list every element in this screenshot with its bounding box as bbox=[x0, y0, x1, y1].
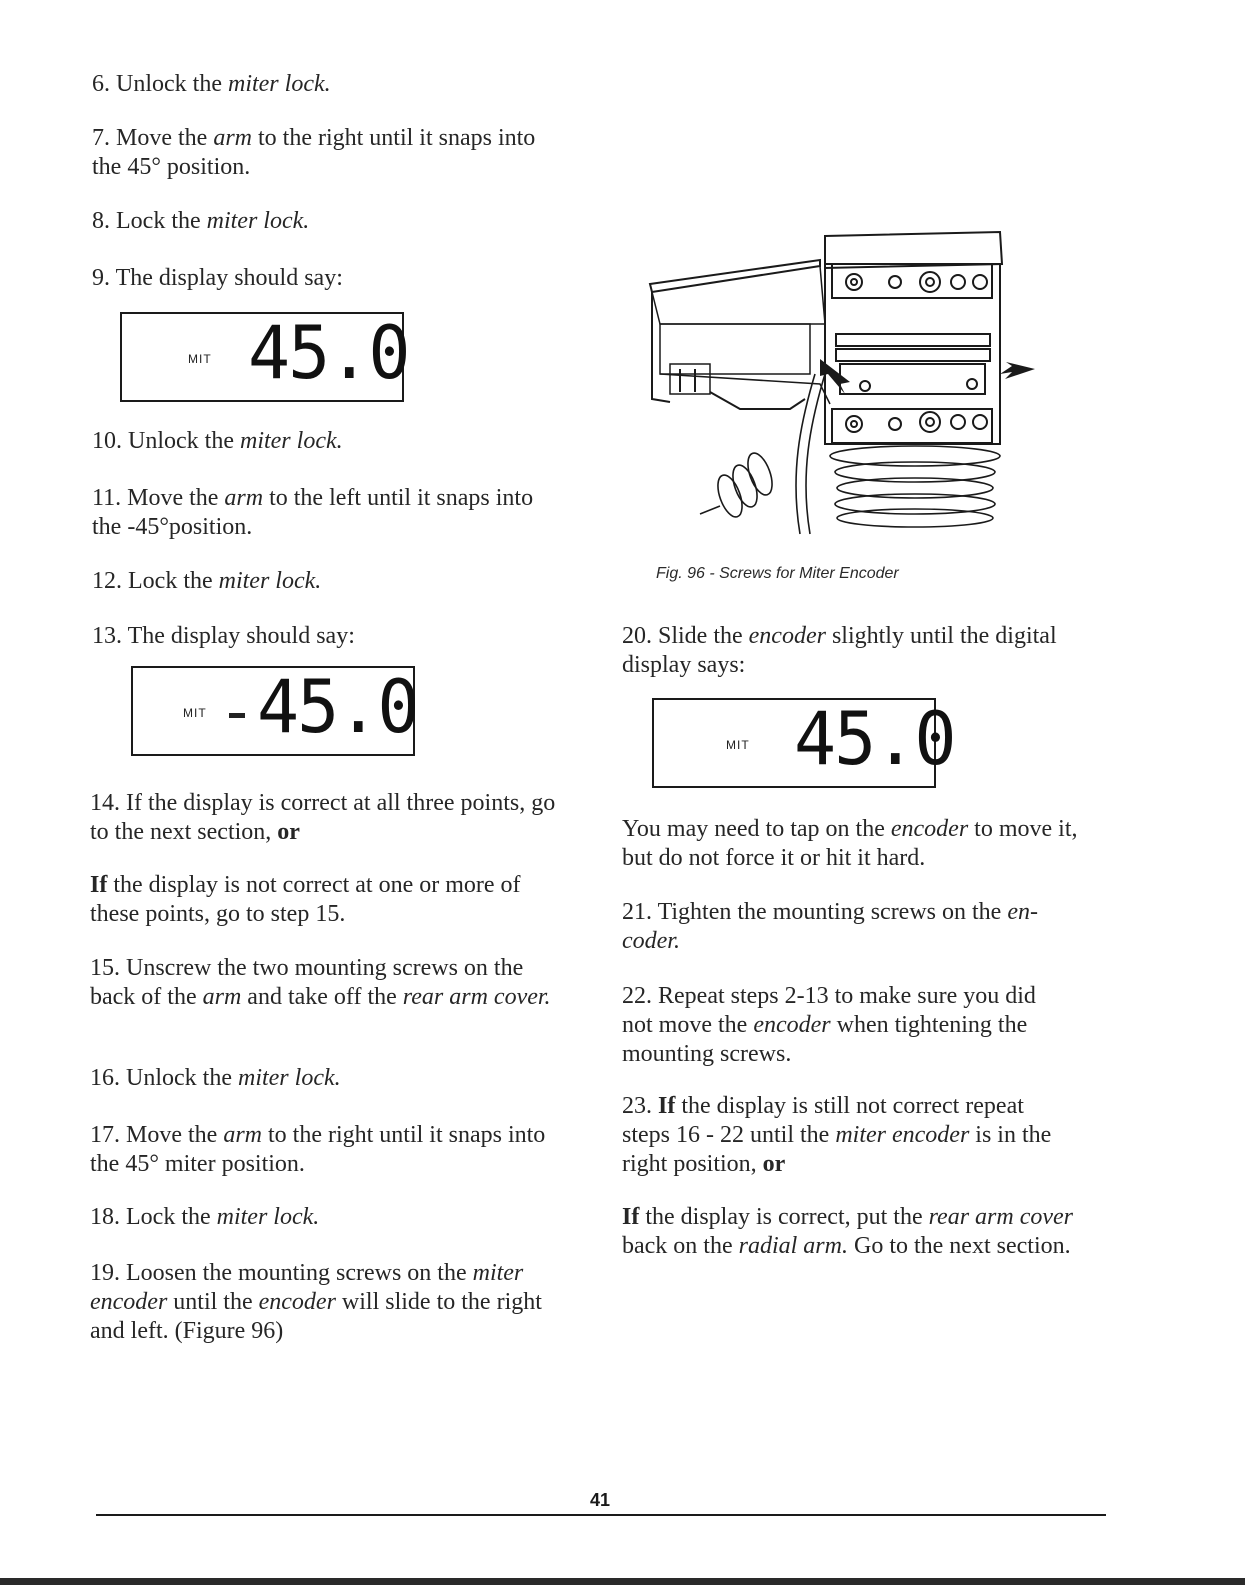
step-6: 6. Unlock the miter lock. bbox=[92, 71, 331, 97]
lcd-readout: 45.0 bbox=[794, 695, 955, 783]
lcd-display-1 bbox=[120, 309, 409, 402]
step-14-alt: If the display is not correct at one or more of these points, go to step 15. bbox=[90, 872, 521, 927]
step-23: 23. If the display is still not correct repeat steps 16 - 22 until the miter encoder is in the right position, or bbox=[622, 1093, 1052, 1177]
bellows bbox=[830, 446, 1000, 527]
step-19: 19. Loosen the mounting screws on the miter encoder until the encoder will slide to the right and left. (Figure 96) bbox=[90, 1260, 542, 1344]
step-23-alt: If the display is correct, put the rear arm cover back on the radial arm. Go to the next section. bbox=[622, 1204, 1074, 1259]
step-17: 17. Move the arm to the right until it snaps into the 45° miter position. bbox=[90, 1122, 546, 1177]
step-16: 16. Unlock the miter lock. bbox=[90, 1065, 341, 1091]
lcd-mit-label: MIT bbox=[726, 738, 750, 752]
step-13: 13. The display should say: bbox=[92, 623, 355, 649]
step-18: 18. Lock the miter lock. bbox=[90, 1204, 320, 1230]
step-21: 21. Tighten the mounting screws on the en-coder. bbox=[622, 899, 1038, 954]
step-11: 11. Move the arm to the left until it snaps into the -45°position. bbox=[92, 485, 534, 540]
miter-encoder-figure bbox=[640, 224, 1050, 554]
step-14: 14. If the display is correct at all three points, go to the next section, or bbox=[90, 790, 556, 845]
step-8: 8. Lock the miter lock. bbox=[92, 208, 310, 234]
step-12: 12. Lock the miter lock. bbox=[92, 568, 322, 594]
page-number: 41 bbox=[590, 1490, 611, 1510]
step-10: 10. Unlock the miter lock. bbox=[92, 428, 343, 454]
top-cap bbox=[825, 232, 1002, 268]
figure-caption: Fig. 96 - Screws for Miter Encoder bbox=[656, 565, 899, 582]
scan-bottom-edge bbox=[0, 1578, 1245, 1585]
arrow-icon bbox=[1000, 362, 1035, 379]
step-9: 9. The display should say: bbox=[92, 265, 343, 291]
lcd-mit-label: MIT bbox=[188, 352, 212, 366]
footer-rule bbox=[96, 1514, 1106, 1516]
connector-block bbox=[670, 364, 710, 394]
encoder-tap-note: You may need to tap on the encoder to move it, but do not force it or hit it hard. bbox=[622, 816, 1078, 871]
step-20: 20. Slide the encoder slightly until the digital display says: bbox=[622, 623, 1057, 678]
step-7: 7. Move the arm to the right until it snaps into the 45° position. bbox=[92, 125, 536, 180]
lcd-display-2 bbox=[131, 663, 418, 756]
lcd-display-3 bbox=[652, 695, 955, 788]
lcd-readout: 45.0 bbox=[257, 663, 418, 751]
step-22: 22. Repeat steps 2-13 to make sure you did not move the encoder when tightening the mounting screws. bbox=[622, 983, 1036, 1067]
lcd-mit-label: MIT bbox=[183, 706, 207, 720]
arm-housing bbox=[650, 260, 820, 292]
lcd-readout: 45.0 bbox=[248, 309, 409, 397]
lcd-minus-sign bbox=[229, 713, 245, 718]
step-15: 15. Unscrew the two mounting screws on the back of the arm and take off the rear arm cover. bbox=[90, 955, 551, 1010]
